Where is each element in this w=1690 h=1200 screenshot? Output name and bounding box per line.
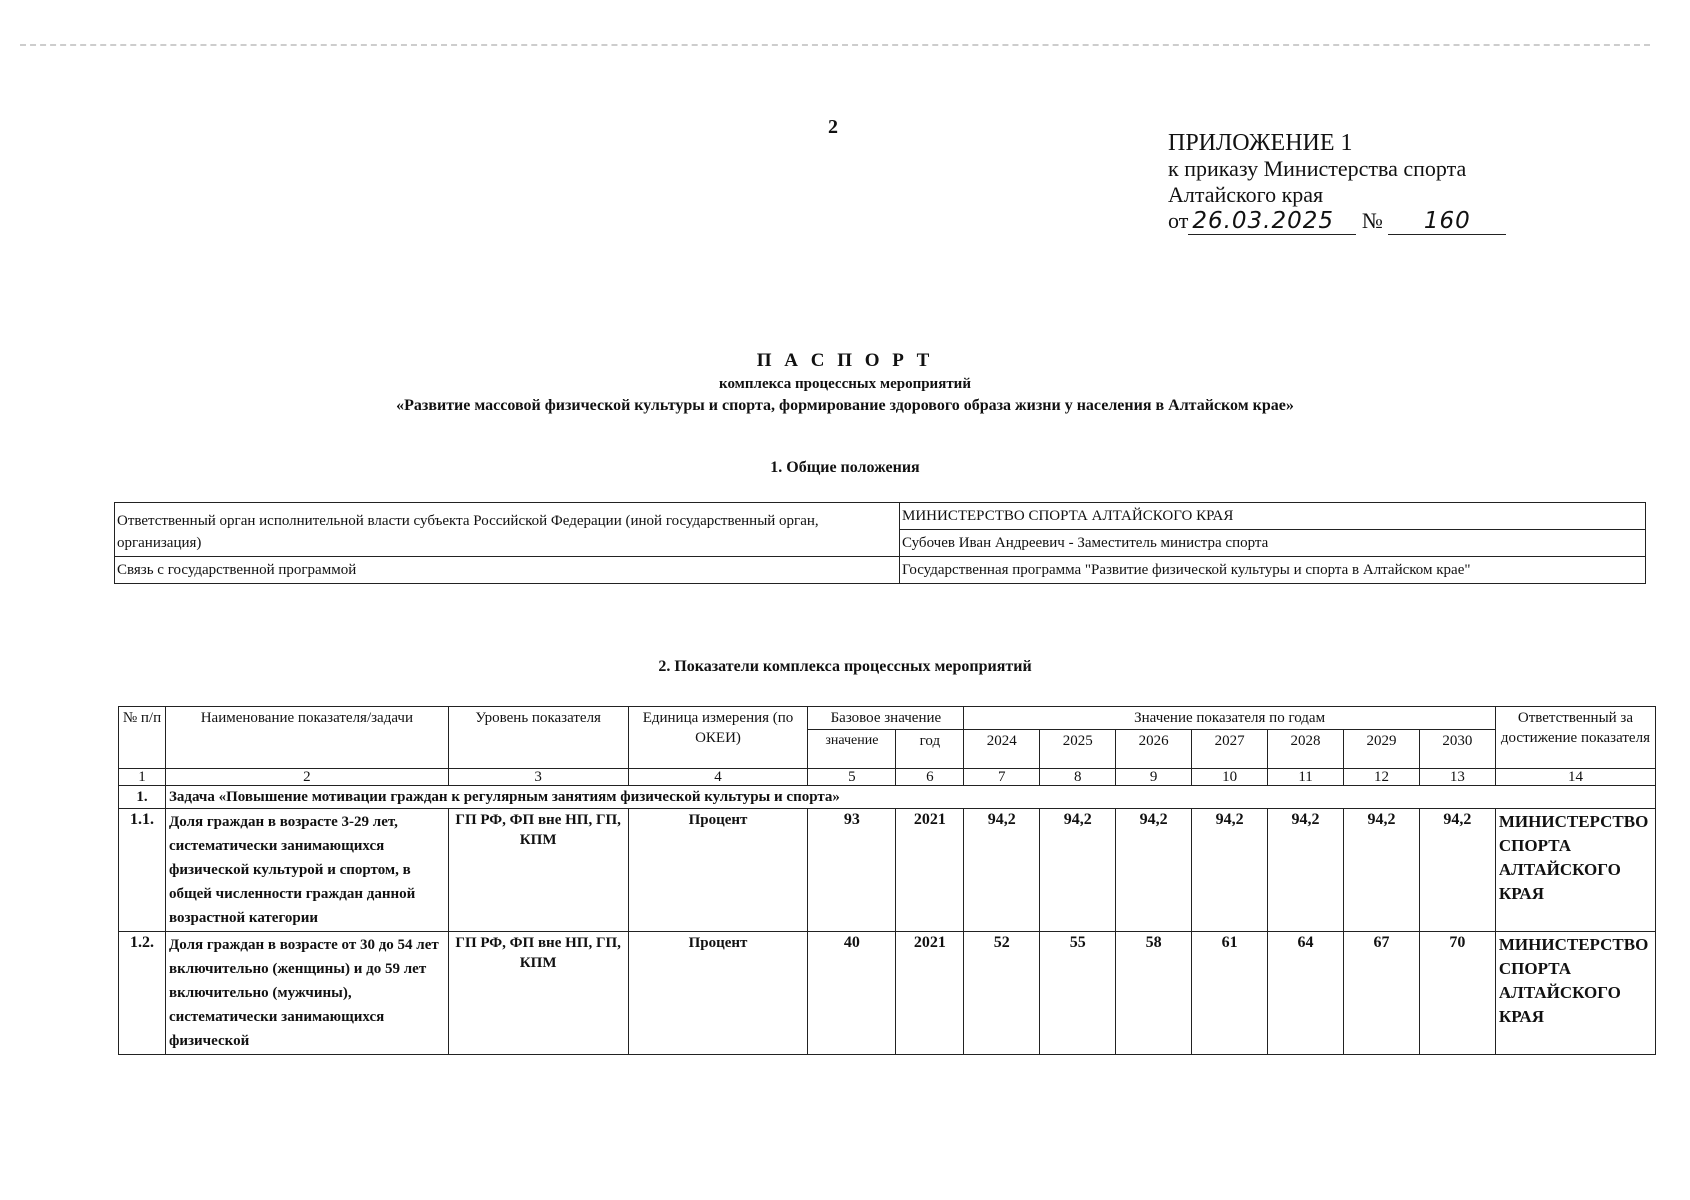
year-value: 52 xyxy=(964,932,1040,1055)
base-year: 2021 xyxy=(896,809,964,932)
passport-heading: П А С П О Р Т xyxy=(756,350,934,371)
indicator-unit: Процент xyxy=(628,932,808,1055)
passport-subheading: комплекса процессных мероприятий xyxy=(719,376,971,392)
passport-name: «Развитие массовой физической культуры и спорта, формирование здорового образа жизни у населения в Алтайском крае» xyxy=(396,397,1294,414)
indicator-name: Доля граждан в возрасте от 30 до 54 лет включительно (женщины) и до 59 лет включительно (мужчины), систематически занимающихся физической xyxy=(165,932,448,1055)
column-number: 3 xyxy=(448,769,628,786)
column-number: 7 xyxy=(964,769,1040,786)
year-value: 94,2 xyxy=(1419,809,1495,932)
column-number: 2 xyxy=(165,769,448,786)
responsible: МИНИСТЕРСТВО СПОРТА АЛТАЙСКОГО КРАЯ xyxy=(1495,932,1655,1055)
year-value: 67 xyxy=(1344,932,1420,1055)
header-responsible: Ответственный за достижение показателя xyxy=(1495,707,1655,769)
header-by-years: Значение показателя по годам xyxy=(964,707,1496,730)
header-year: 2026 xyxy=(1116,730,1192,769)
header-base-year: год xyxy=(896,730,964,769)
header-row xyxy=(119,707,1656,730)
column-number: 4 xyxy=(628,769,808,786)
row-value: МИНИСТЕРСТВО СПОРТА АЛТАЙСКОГО КРАЯ xyxy=(900,503,1646,530)
section2-title: 2. Показатели комплекса процессных мероприятий xyxy=(658,658,1032,675)
column-number: 5 xyxy=(808,769,896,786)
task-row xyxy=(119,786,1656,809)
header-year: 2029 xyxy=(1344,730,1420,769)
order-date: 26.03.2025 xyxy=(1188,208,1356,235)
indicator-num: 1.2. xyxy=(119,932,166,1055)
section1-title: 1. Общие положения xyxy=(770,459,920,476)
table-row xyxy=(119,809,1656,932)
header-year: 2028 xyxy=(1268,730,1344,769)
base-value: 40 xyxy=(808,932,896,1055)
indicator-level: ГП РФ, ФП вне НП, ГП, КПМ xyxy=(448,809,628,932)
year-value: 94,2 xyxy=(1116,809,1192,932)
column-number: 13 xyxy=(1419,769,1495,786)
page-number: 2 xyxy=(828,116,838,138)
year-value: 61 xyxy=(1192,932,1268,1055)
row-label: Ответственный орган исполнительной власти субъекта Российской Федерации (иной государственный орган, организация) xyxy=(115,503,900,557)
year-value: 58 xyxy=(1116,932,1192,1055)
column-number: 8 xyxy=(1040,769,1116,786)
indicator-name: Доля граждан в возрасте 3-29 лет, систематически занимающихся физической культурой и спортом, в общей численности граждан данной возрастной категории xyxy=(165,809,448,932)
header-year: 2030 xyxy=(1419,730,1495,769)
base-year: 2021 xyxy=(896,932,964,1055)
year-value: 94,2 xyxy=(1040,809,1116,932)
table-row xyxy=(115,557,1646,584)
header-year: 2024 xyxy=(964,730,1040,769)
column-number: 9 xyxy=(1116,769,1192,786)
year-value: 55 xyxy=(1040,932,1116,1055)
header-num: № п/п xyxy=(119,707,166,769)
base-value: 93 xyxy=(808,809,896,932)
column-number: 1 xyxy=(119,769,166,786)
indicators-table xyxy=(118,706,1656,1055)
column-number: 6 xyxy=(896,769,964,786)
row-value: Государственная программа "Развитие физической культуры и спорта в Алтайском крае" xyxy=(900,557,1646,584)
task-num: 1. xyxy=(119,786,166,809)
order-number: 160 xyxy=(1388,208,1506,235)
header-base: Базовое значение xyxy=(808,707,964,730)
header-year: 2025 xyxy=(1040,730,1116,769)
header-name: Наименование показателя/задачи xyxy=(165,707,448,769)
year-value: 94,2 xyxy=(1192,809,1268,932)
table-row xyxy=(119,932,1656,1055)
appendix-title: ПРИЛОЖЕНИЕ 1 xyxy=(1168,130,1353,156)
table-row xyxy=(115,503,1646,530)
indicator-level: ГП РФ, ФП вне НП, ГП, КПМ xyxy=(448,932,628,1055)
header-year: 2027 xyxy=(1192,730,1268,769)
task-text: Задача «Повышение мотивации граждан к регулярным занятиям физической культуры и спорта» xyxy=(165,786,1655,809)
column-number: 10 xyxy=(1192,769,1268,786)
scan-artifact-line xyxy=(20,44,1650,46)
header-base-value: значение xyxy=(808,730,896,769)
row-value: Субочев Иван Андреевич - Заместитель министра спорта xyxy=(900,530,1646,557)
year-value: 94,2 xyxy=(1344,809,1420,932)
responsible: МИНИСТЕРСТВО СПОРТА АЛТАЙСКОГО КРАЯ xyxy=(1495,809,1655,932)
indicator-unit: Процент xyxy=(628,809,808,932)
year-value: 70 xyxy=(1419,932,1495,1055)
column-number: 14 xyxy=(1495,769,1655,786)
header-level: Уровень показателя xyxy=(448,707,628,769)
appendix-date-line xyxy=(1168,208,1506,235)
appendix-line3: Алтайского края xyxy=(1168,182,1324,207)
year-value: 94,2 xyxy=(964,809,1040,932)
number-prefix: № xyxy=(1361,208,1383,233)
appendix-line2: к приказу Министерства спорта xyxy=(1168,156,1467,181)
indicator-num: 1.1. xyxy=(119,809,166,932)
column-number: 12 xyxy=(1344,769,1420,786)
general-provisions-table xyxy=(114,502,1646,584)
year-value: 94,2 xyxy=(1268,809,1344,932)
year-value: 64 xyxy=(1268,932,1344,1055)
date-prefix: от xyxy=(1168,208,1189,233)
column-number: 11 xyxy=(1268,769,1344,786)
header-unit: Единица измерения (по ОКЕИ) xyxy=(628,707,808,769)
column-numbers-row xyxy=(119,769,1656,786)
row-label: Связь с государственной программой xyxy=(115,557,900,584)
appendix-block xyxy=(1168,130,1506,235)
